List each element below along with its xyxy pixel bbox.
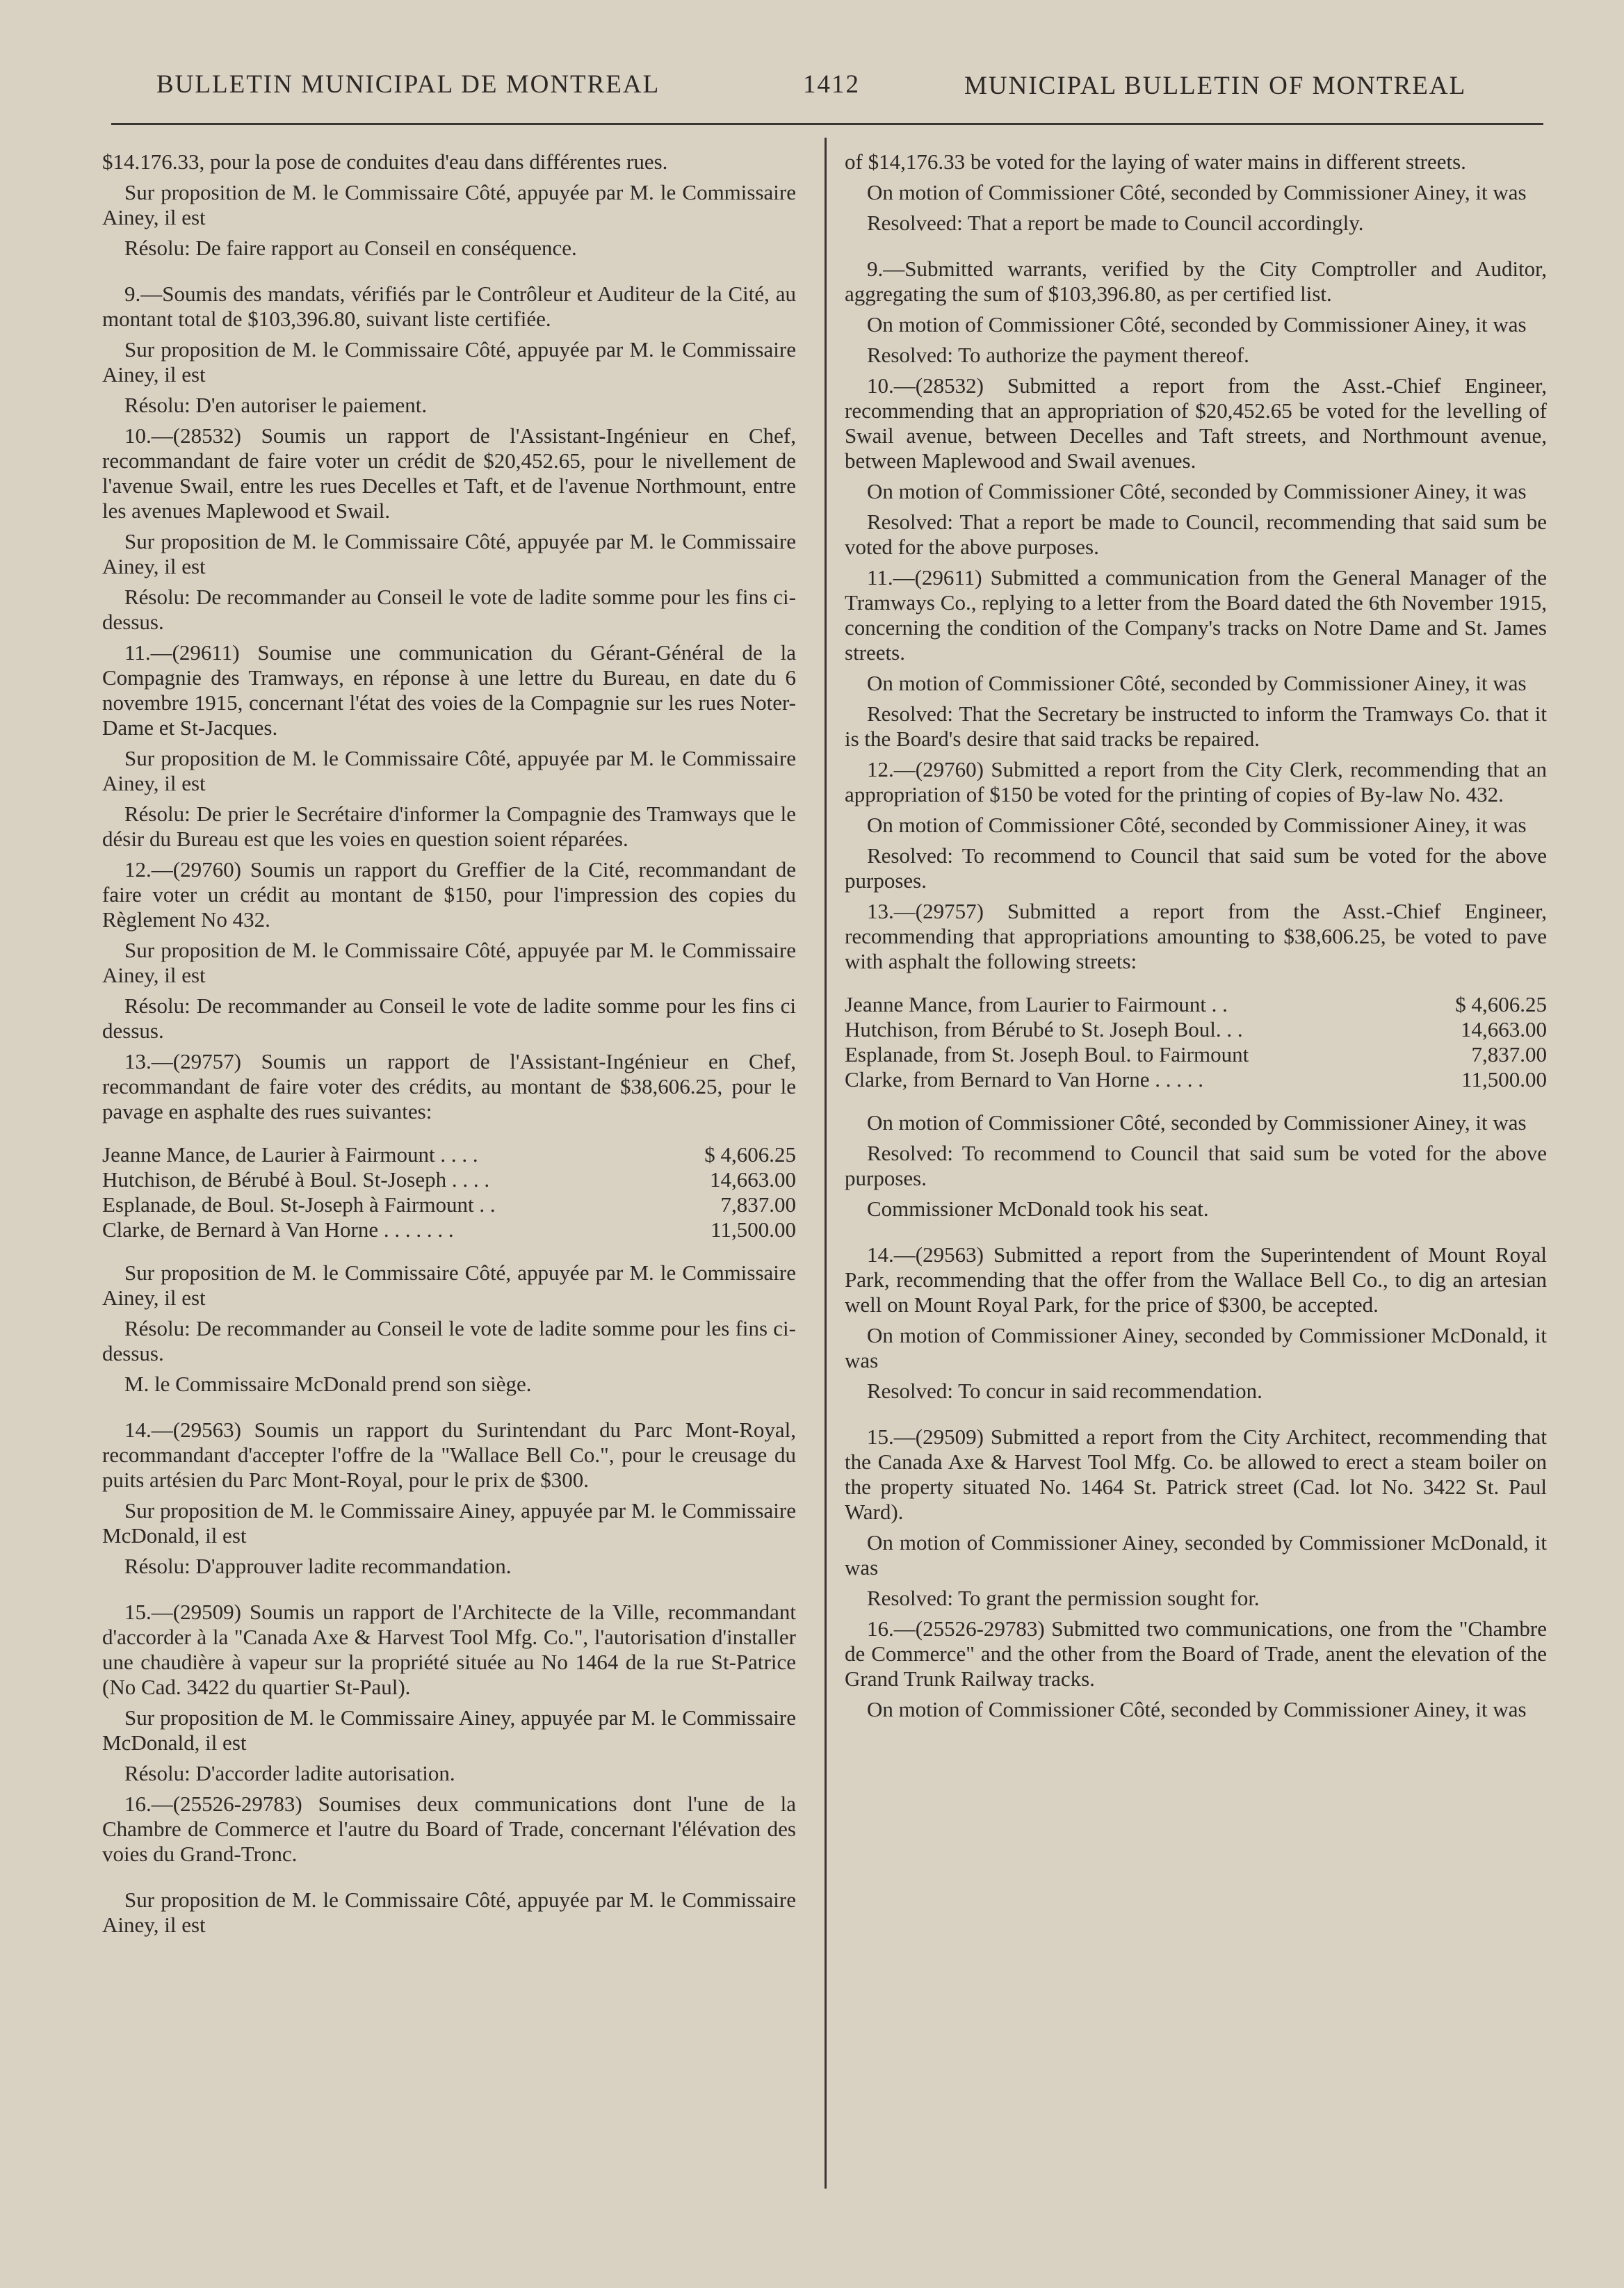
table-row [102, 1142, 796, 1167]
table-row [102, 1167, 796, 1192]
motion: Sur proposition de M. le Commissaire Côté, appuyée par M. le Commissaire Ainey, il est [102, 938, 796, 987]
resolution: Resolved: That the Secretary be instructed to inform the Tramways Co. that it is the Board's desire that said tracks be repaired. [845, 701, 1547, 751]
item-13: 13.—(29757) Soumis un rapport de l'Assistant-Ingénieur en Chef, recommandant de faire voter des crédits, au montant de $38,606.25, pour le pavage en asphalte des rues suivantes: [102, 1049, 796, 1123]
amount-cell: 14,663.00 [710, 1167, 796, 1192]
paving-table-french [102, 1142, 796, 1242]
resolution: Resolved: To grant the permission sought for. [867, 1586, 1260, 1610]
motion: Sur proposition de M. le Commissaire Côté, appuyée par M. le Commissaire Ainey, il est [102, 1888, 796, 1937]
page-header [0, 70, 1624, 111]
motion: Sur proposition de M. le Commissaire Ainey, appuyée par M. le Commissaire McDonald, il est [102, 1498, 796, 1548]
street-cell: Jeanne Mance, de Laurier à Fairmount . . . . [102, 1142, 478, 1167]
item-15: 15.—(29509) Submitted a report from the City Architect, recommending that the Canada Axe & Harvest Tool Mfg. Co. be allowed to erect a steam boiler on the property situated No. 1464 St. Patrick street (Cad. lot No. 3422 St. Paul Ward). [845, 1425, 1547, 1524]
paragraph: of $14,176.33 be voted for the laying of water mains in different streets. [845, 149, 1466, 174]
street-cell: Clarke, from Bernard to Van Horne . . . . . [845, 1067, 1203, 1092]
motion: On motion of Commissioner Ainey, seconded by Commissioner McDonald, it was [845, 1323, 1547, 1372]
amount-cell: $ 4,606.25 [704, 1142, 796, 1167]
table-row [845, 1067, 1547, 1092]
note: M. le Commissaire McDonald prend son siège. [124, 1372, 532, 1396]
table-row [845, 1017, 1547, 1042]
resolution: Resolveed: That a report be made to Council accordingly. [867, 211, 1364, 235]
resolution: Résolu: De recommander au Conseil le vote de ladite somme pour les fins ci-dessus. [102, 1316, 796, 1365]
resolution: Resolved: To concur in said recommendation. [867, 1379, 1262, 1403]
item-13: 13.—(29757) Submitted a report from the Asst.-Chief Engineer, recommending that appropriations amounting to $38,606.25, be voted to pave with asphalt the following streets: [845, 899, 1547, 973]
amount-cell: 7,837.00 [1471, 1042, 1547, 1066]
resolution: Résolu: De recommander au Conseil le vote de ladite somme pour les fins ci dessus. [102, 993, 796, 1043]
resolution: Resolved: To recommend to Council that said sum be voted for the above purposes. [845, 1141, 1547, 1190]
amount-cell: 7,837.00 [720, 1192, 796, 1217]
motion: On motion of Commissioner Côté, seconded by Commissioner Ainey, it was [867, 180, 1527, 204]
motion: Sur proposition de M. le Commissaire Côté, appuyée par M. le Commissaire Ainey, il est [102, 746, 796, 795]
paving-table-english [845, 992, 1547, 1092]
english-column [845, 149, 1547, 1728]
item-11: 11.—(29611) Soumise une communication du Gérant-Général de la Compagnie des Tramways, en réponse à une lettre du Bureau, en date du 6 novembre 1915, concernant l'état des voies de la Compagnie sur les rues Noter-Dame et St-Jacques. [102, 640, 796, 740]
french-column [102, 149, 796, 1943]
item-12: 12.—(29760) Submitted a report from the City Clerk, recommending that an appropriation of $150 be voted for the printing of copies of By-law No. 432. [845, 757, 1547, 806]
column-divider [825, 138, 827, 2189]
resolution: Resolved: To recommend to Council that said sum be voted for the above purposes. [845, 843, 1547, 893]
street-cell: Esplanade, from St. Joseph Boul. to Fairmount [845, 1042, 1249, 1066]
motion: Sur proposition de M. le Commissaire Côté, appuyée par M. le Commissaire Ainey, il est [102, 529, 796, 578]
item-10: 10.—(28532) Soumis un rapport de l'Assistant-Ingénieur en Chef, recommandant de faire voter un crédit de $20,452.65, pour le nivellement de l'avenue Swail, entre les rues Decelles et Taft, et de l'avenue Northmount, entre les avenues Maplewood et Swail. [102, 423, 796, 523]
resolution: Resolved: To authorize the payment thereof. [867, 343, 1249, 367]
header-title-english: MUNICIPAL BULLETIN OF MONTREAL [964, 72, 1467, 100]
motion: On motion of Commissioner Ainey, seconded by Commissioner McDonald, it was [845, 1530, 1547, 1580]
table-row [102, 1217, 796, 1242]
resolution: Résolu: D'accorder ladite autorisation. [124, 1761, 455, 1785]
resolution: Résolu: D'approuver ladite recommandation. [124, 1554, 512, 1578]
paragraph: $14.176.33, pour la pose de conduites d'eau dans différentes rues. [102, 149, 668, 174]
amount-cell: $ 4,606.25 [1455, 992, 1547, 1016]
motion: On motion of Commissioner Côté, seconded by Commissioner Ainey, it was [867, 813, 1527, 837]
item-16: 16.—(25526-29783) Submitted two communications, one from the "Chambre de Commerce" and the other from the Board of Trade, anent the elevation of the Grand Trunk Railway tracks. [845, 1616, 1547, 1691]
motion: On motion of Commissioner Côté, seconded by Commissioner Ainey, it was [867, 1697, 1527, 1721]
resolution: Résolu: De faire rapport au Conseil en conséquence. [124, 236, 577, 260]
item-12: 12.—(29760) Soumis un rapport du Greffier de la Cité, recommandant de faire voter un crédit au montant de $150, pour l'impression des copies du Règlement No 432. [102, 857, 796, 932]
item-10: 10.—(28532) Submitted a report from the Asst.-Chief Engineer, recommending that an appropriation of $20,452.65 be voted for the levelling of Swail avenue, between Decelles and Taft streets, and Northmount avenue, between Maplewood and Swail avenues. [845, 373, 1547, 473]
motion: Sur proposition de M. le Commissaire Ainey, appuyée par M. le Commissaire McDonald, il est [102, 1705, 796, 1755]
street-cell: Clarke, de Bernard à Van Horne . . . . . . . [102, 1217, 454, 1242]
amount-cell: 11,500.00 [1461, 1067, 1547, 1092]
resolution: Resolved: That a report be made to Council, recommending that said sum be voted for the above purposes. [845, 510, 1547, 559]
motion: Sur proposition de M. le Commissaire Côté, appuyée par M. le Commissaire Ainey, il est [102, 1260, 796, 1310]
motion: On motion of Commissioner Côté, seconded by Commissioner Ainey, it was [867, 479, 1527, 503]
amount-cell: 11,500.00 [710, 1217, 796, 1242]
item-11: 11.—(29611) Submitted a communication from the General Manager of the Tramways Co., replying to a letter from the Board dated the 6th November 1915, concerning the condition of the Company's tracks on Notre Dame and St. James streets. [845, 565, 1547, 665]
amount-cell: 14,663.00 [1461, 1017, 1547, 1041]
header-rule [111, 123, 1543, 125]
resolution: Résolu: De prier le Secrétaire d'informer la Compagnie des Tramways que le désir du Bureau est que les voies en question soient réparées. [102, 802, 796, 851]
table-row [845, 1042, 1547, 1067]
note: Commissioner McDonald took his seat. [867, 1196, 1209, 1221]
motion: On motion of Commissioner Côté, seconded by Commissioner Ainey, it was [867, 671, 1527, 695]
item-9: 9.—Submitted warrants, verified by the City Comptroller and Auditor, aggregating the sum of $103,396.80, as per certified list. [845, 257, 1547, 306]
table-row [845, 992, 1547, 1017]
street-cell: Hutchison, from Bérubé to St. Joseph Boul. . . [845, 1017, 1243, 1041]
motion: Sur proposition de M. le Commissaire Côté, appuyée par M. le Commissaire Ainey, il est [102, 180, 796, 229]
item-14: 14.—(29563) Soumis un rapport du Surintendant du Parc Mont-Royal, recommandant d'accepter l'offre de la "Wallace Bell Co.", pour le creusage du puits artésien du Parc Mont-Royal, pour le prix de $300. [102, 1418, 796, 1492]
street-cell: Esplanade, de Boul. St-Joseph à Fairmount . . [102, 1192, 496, 1217]
item-15: 15.—(29509) Soumis un rapport de l'Architecte de la Ville, recommandant d'accorder à la "Canada Axe & Harvest Tool Mfg. Co.", l'autorisation d'installer une chaudière à vapeur sur la propriété située au No 1464 de la rue St-Patrice (No Cad. 3422 du quartier St-Paul). [102, 1600, 796, 1699]
resolution: Résolu: D'en autoriser le paiement. [124, 393, 428, 417]
motion: On motion of Commissioner Côté, seconded by Commissioner Ainey, it was [867, 1110, 1527, 1135]
item-9: 9.—Soumis des mandats, vérifiés par le Contrôleur et Auditeur de la Cité, au montant total de $103,396.80, suivant liste certifiée. [102, 282, 796, 331]
motion: Sur proposition de M. le Commissaire Côté, appuyée par M. le Commissaire Ainey, il est [102, 337, 796, 387]
header-title-french: BULLETIN MUNICIPAL DE MONTREAL [156, 70, 660, 99]
item-14: 14.—(29563) Submitted a report from the Superintendent of Mount Royal Park, recommending that the offer from the Wallace Bell Co., to dig an artesian well on Mount Royal Park, for the price of $300, be accepted. [845, 1242, 1547, 1317]
street-cell: Jeanne Mance, from Laurier to Fairmount . . [845, 992, 1228, 1016]
item-16: 16.—(25526-29783) Soumises deux communications dont l'une de la Chambre de Commerce et l'autre du Board of Trade, concernant l'élévation des voies du Grand-Tronc. [102, 1792, 796, 1866]
table-row [102, 1192, 796, 1217]
page-number: 1412 [803, 70, 860, 99]
motion: On motion of Commissioner Côté, seconded by Commissioner Ainey, it was [867, 312, 1527, 336]
street-cell: Hutchison, de Bérubé à Boul. St-Joseph . . . . [102, 1167, 490, 1192]
resolution: Résolu: De recommander au Conseil le vote de ladite somme pour les fins ci-dessus. [102, 585, 796, 634]
